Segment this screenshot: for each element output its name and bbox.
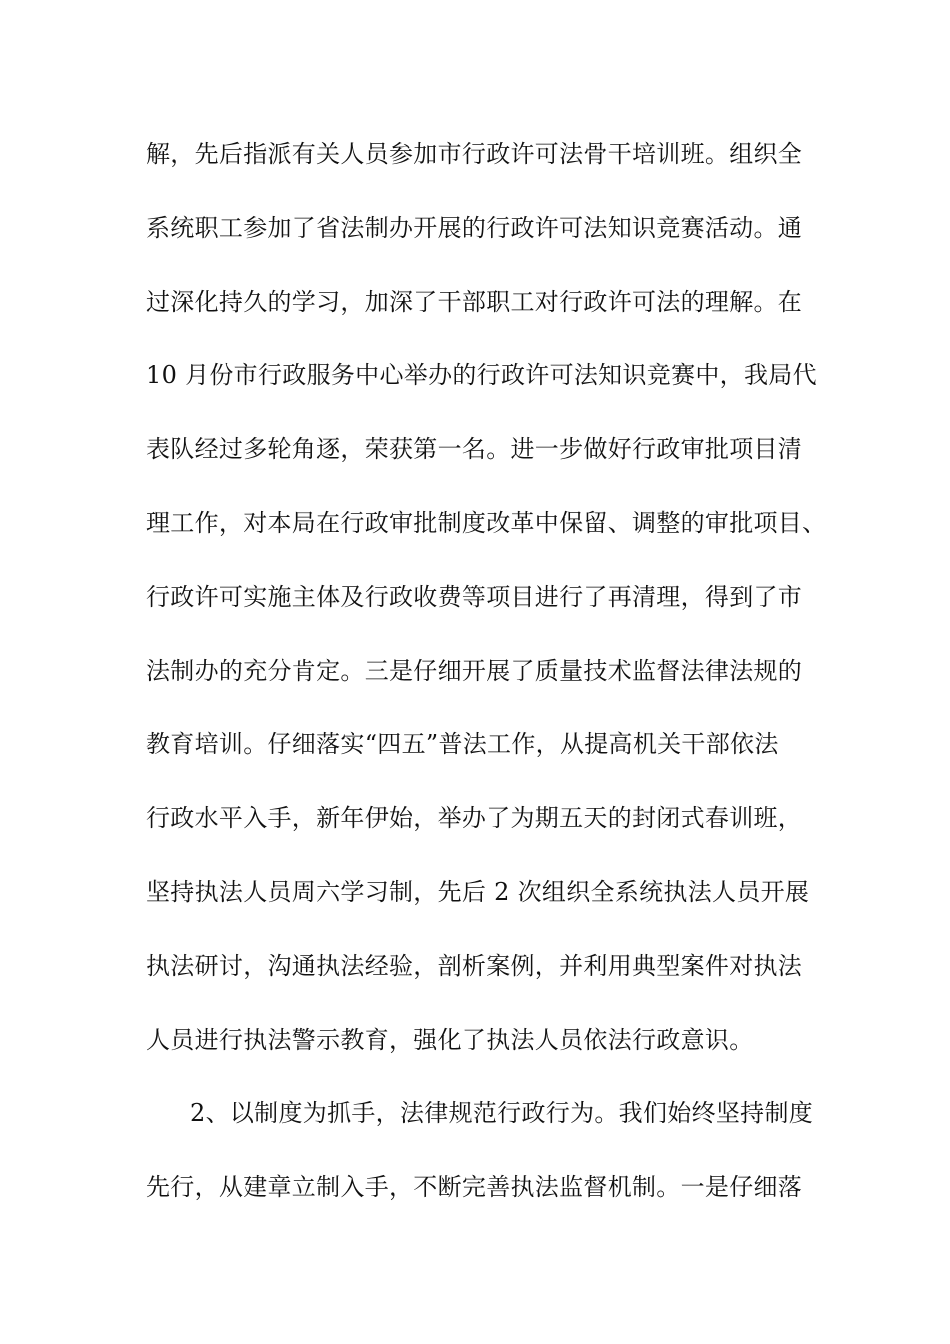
text-line-15: 先行，从建章立制入手，不断完善执法监督机制。一是仔细落 — [146, 1173, 803, 1202]
document-body — [146, 134, 827, 1241]
text-line-10: 行政水平入手，新年伊始，举办了为期五天的封闭式春训班， — [146, 804, 803, 833]
text-line-7: 行政许可实施主体及行政收费等项目进行了再清理，得到了市 — [146, 582, 803, 611]
paragraph-start-line: 2、以制度为抓手，法律规范行政行为。我们始终坚持制度 — [190, 1099, 814, 1128]
text-line-4: 10 月份市行政服务中心举办的行政许可法知识竞赛中，我局代 — [146, 361, 817, 390]
text-line-6: 理工作，对本局在行政审批制度改革中保留、调整的审批项目、 — [146, 508, 827, 537]
text-line-8: 法制办的充分肯定。三是仔细开展了质量技术监督法律法规的 — [146, 656, 803, 685]
text-line-12: 执法研讨，沟通执法经验，剖析案例，并利用典型案件对执法 — [146, 951, 803, 980]
text-line-5: 表队经过多轮角逐，荣获第一名。进一步做好行政审批项目清 — [146, 435, 803, 464]
text-line-9: 教育培训。仔细落实“四五”普法工作，从提高机关干部依法 — [146, 730, 779, 759]
text-line-11: 坚持执法人员周六学习制，先后 2 次组织全系统执法人员开展 — [146, 877, 810, 906]
text-line-13: 人员进行执法警示教育，强化了执法人员依法行政意识。 — [146, 1025, 754, 1054]
text-line-2: 系统职工参加了省法制办开展的行政许可法知识竞赛活动。通 — [146, 213, 803, 242]
text-line-1: 解，先后指派有关人员参加市行政许可法骨干培训班。组织全 — [146, 140, 803, 168]
text-line-3: 过深化持久的学习，加深了干部职工对行政许可法的理解。在 — [146, 287, 803, 316]
